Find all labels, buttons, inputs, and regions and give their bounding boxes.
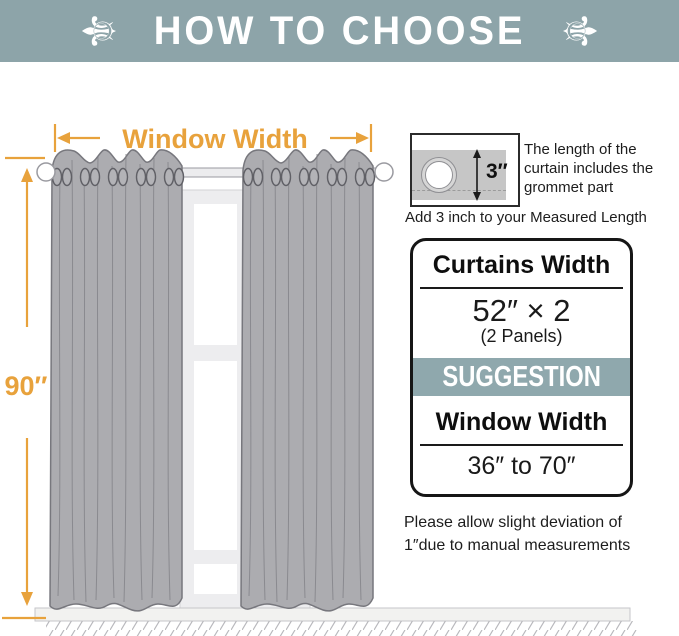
grommet-ring: [421, 157, 457, 193]
suggestion-band: [410, 358, 633, 396]
rod-finial-right: [375, 163, 393, 181]
grommet-measure-arrow-icon: [470, 148, 484, 202]
rod-finial-left: [37, 163, 55, 181]
grommet-stitch-line: [412, 190, 506, 191]
suggestion-box: [410, 238, 633, 497]
add-length-note: Add 3 inch to your Measured Length: [405, 209, 647, 226]
header-banner: [0, 0, 679, 62]
window-width-label: Window Width: [122, 124, 308, 154]
curtains-width-label: Curtains Width: [432, 251, 611, 279]
fleur-de-lis-icon: ⚜: [73, 10, 126, 52]
curtain-panel-left: [50, 150, 184, 611]
deviation-note: [404, 511, 679, 557]
panels-note: (2 Panels): [480, 326, 563, 346]
fleur-de-lis-icon: ⚜: [553, 10, 606, 52]
divider: [420, 444, 623, 446]
suggestion-band-label: SUGGESTION: [442, 360, 601, 393]
divider: [420, 287, 623, 289]
window-width-value: 36″ to 70″: [467, 452, 576, 480]
grommet-height-value: 3″: [486, 160, 508, 183]
page-title: HOW TO CHOOSE: [153, 8, 526, 53]
curtain-height-label: 90″: [4, 371, 48, 401]
deviation-note-line2: 1″due to manual measurements: [404, 537, 631, 554]
floor-hatching: [46, 621, 638, 636]
curtain-panel-right: [241, 150, 375, 611]
deviation-note-line1: Please allow slight deviation of: [404, 514, 622, 531]
grommet-fabric-band: [412, 150, 506, 200]
curtains-width-value: 52″ × 2: [472, 293, 571, 328]
grommet-diagram: [410, 133, 520, 207]
window-width-box-label: Window Width: [435, 408, 608, 436]
grommet-note: The length of the curtain includes the grommet part: [524, 141, 654, 196]
